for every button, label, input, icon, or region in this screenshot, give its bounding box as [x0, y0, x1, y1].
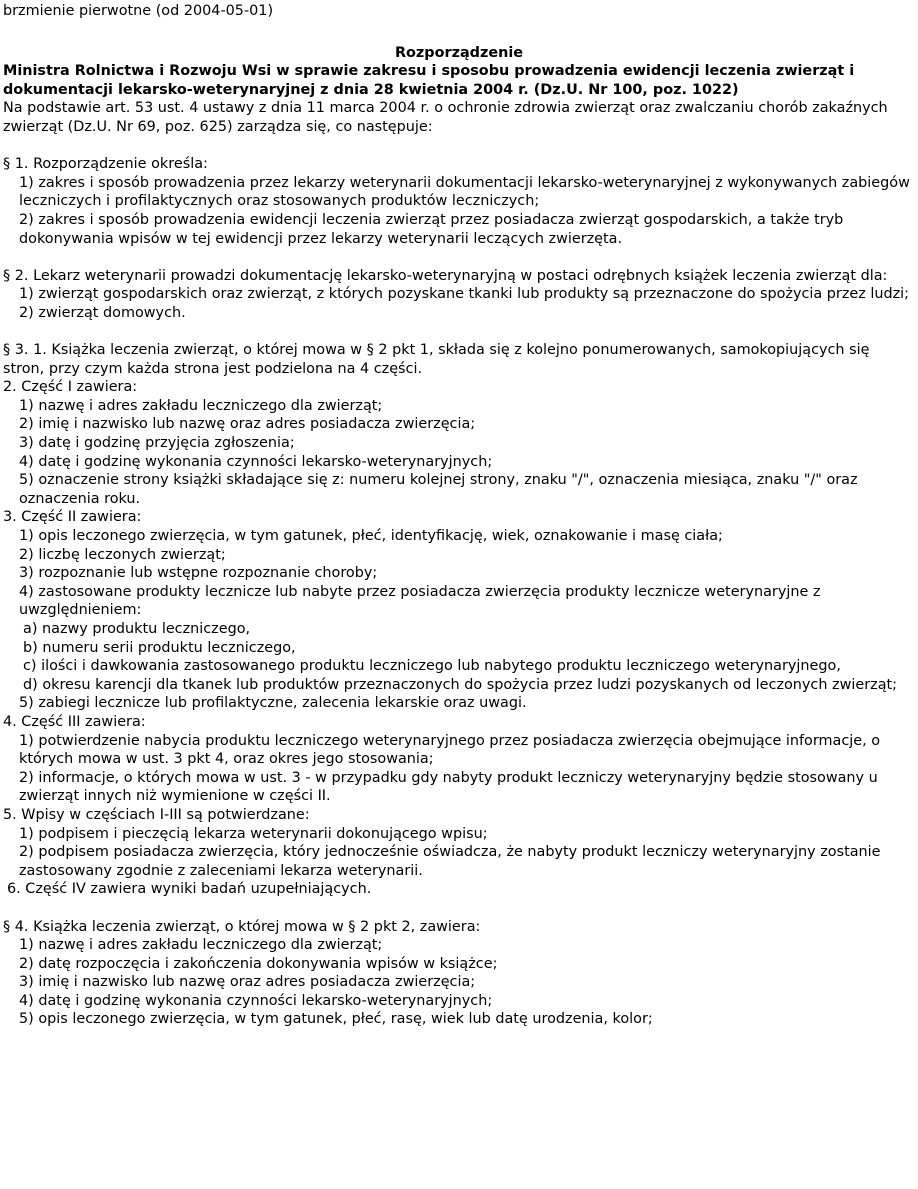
spacer — [3, 21, 915, 44]
spacer — [3, 248, 915, 267]
section-3-paragraph-5-point-2: 2) podpisem posiadacza zwierzęcia, który jednocześnie oświadcza, że nabyty produkt leczniczy weterynaryjny zostanie zastosowany zgodnie z zaleceniami lekarza weterynarii. — [19, 844, 886, 879]
section-3-paragraph-3-point-1: 1) opis leczonego zwierzęcia, w tym gatunek, płeć, identyfikację, wiek, oznakowanie i masę ciała; — [19, 528, 723, 545]
section-4-point-2: 2) datę rozpoczęcia i zakończenia dokonywania wpisów w książce; — [19, 955, 498, 972]
section-2-intro: § 2. Lekarz weterynarii prowadzi dokumentację lekarsko-weterynaryjną w postaci odrębnych książek leczenia zwierząt dla: — [3, 267, 888, 284]
section-3-paragraph-3-point-4-letter-d: d) okresu karencji dla tkanek lub produktów przeznaczonych do spożycia przez ludzi pozyskanych od leczonych zwierząt; — [23, 676, 897, 693]
document-page — [3, 2, 915, 1029]
section-3-paragraph-4: 4. Część III zawiera: — [3, 713, 146, 730]
section-4 — [3, 918, 915, 1030]
section-3-paragraph-2-point-1: 1) nazwę i adres zakładu leczniczego dla zwierząt; — [19, 397, 383, 414]
section-1-point-2: 2) zakres i sposób prowadzenia ewidencji leczenia zwierząt przez posiadacza zwierząt gospodarskich, a także tryb dokonywania wpisów w tej ewidencji przez lekarzy weterynarii leczących zwierzęta. — [19, 211, 848, 247]
section-3-paragraph-5: 5. Wpisy w częściach I-III są potwierdzane: — [3, 806, 310, 823]
section-3-paragraph-2: 2. Część I zawiera: — [3, 379, 138, 396]
section-4-intro: § 4. Książka leczenia zwierząt, o której mowa w § 2 pkt 2, zawiera: — [3, 918, 481, 935]
section-3-paragraph-3: 3. Część II zawiera: — [3, 509, 142, 526]
section-3-paragraph-4-point-2: 2) informacje, o których mowa w ust. 3 - w przypadku gdy nabyty produkt leczniczy weterynaryjny będzie stosowany u zwierząt innych niż wymienione w części II. — [19, 769, 883, 805]
section-3-paragraph-5-point-1: 1) podpisem i pieczęcią lekarza weterynarii dokonującego wpisu; — [19, 825, 488, 842]
section-4-point-4: 4) datę i godzinę wykonania czynności lekarsko-weterynaryjnych; — [19, 992, 493, 1009]
spacer — [3, 899, 915, 918]
document-heading: Ministra Rolnictwa i Rozwoju Wsi w sprawie zakresu i sposobu prowadzenia ewidencji leczenia zwierząt i dokumentacji lekarsko-weterynaryjnej z dnia 28 kwietnia 2004 r. (Dz.U. Nr 100, poz. 1022) — [3, 63, 855, 98]
section-3 — [3, 341, 915, 899]
section-3-paragraph-2-point-5: 5) oznaczenie strony książki składające się z: numeru kolejnej strony, znaku "/", oznaczenia miesiąca, znaku "/" oraz oznaczenia roku. — [19, 472, 863, 507]
spacer — [3, 137, 915, 156]
section-4-point-5: 5) opis leczonego zwierzęcia, w tym gatunek, płeć, rasę, wiek lub datę urodzenia, kolor; — [19, 1011, 653, 1028]
section-3-paragraph-3-point-5: 5) zabiegi lecznicze lub profilaktyczne, zalecenia lekarskie oraz uwagi. — [19, 695, 527, 712]
section-3-paragraph-3-point-4-letter-a: a) nazwy produktu leczniczego, — [23, 621, 251, 637]
section-3-paragraph-6: 6. Część IV zawiera wyniki badań uzupełniających. — [7, 881, 372, 898]
section-2-point-2: 2) zwierząt domowych. — [19, 304, 186, 321]
section-3-intro: § 3. 1. Książka leczenia zwierząt, o której mowa w § 2 pkt 1, składa się z kolejno ponumerowanych, samokopiujących się stron, przy czym każda strona jest podzielona na 4 części. — [3, 342, 875, 377]
spacer — [3, 323, 915, 342]
section-3-paragraph-3-point-4-letter-c: c) ilości i dawkowania zastosowanego produktu leczniczego lub nabytego produktu leczniczego weterynaryjnego, — [23, 658, 841, 675]
version-status: brzmienie pierwotne (od 2004-05-01) — [3, 3, 274, 19]
section-4-point-1: 1) nazwę i adres zakładu leczniczego dla zwierząt; — [19, 937, 383, 954]
section-1 — [3, 155, 915, 248]
section-1-point-1: 1) zakres i sposób prowadzenia przez lekarzy weterynarii dokumentacji lekarsko-weterynaryjnej z wykonywanych zabiegów leczniczych i profilaktycznych oraz stosowanych produktów leczniczych; — [19, 174, 915, 210]
section-3-paragraph-3-point-4: 4) zastosowane produkty lecznicze lub nabyte przez posiadacza zwierzęcia produkty lecznicze weterynaryjne z uwzględnieniem: — [19, 583, 826, 619]
section-3-paragraph-3-point-3: 3) rozpoznanie lub wstępne rozpoznanie choroby; — [19, 565, 378, 582]
preamble: Na podstawie art. 53 ust. 4 ustawy z dnia 11 marca 2004 r. o ochronie zdrowia zwierząt oraz zwalczaniu chorób zakaźnych zwierząt (Dz.U. Nr 69, poz. 625) zarządza się, co następuje: — [3, 100, 893, 135]
section-1-intro: § 1. Rozporządzenie określa: — [3, 156, 208, 173]
section-4-point-3: 3) imię i nazwisko lub nazwę oraz adres posiadacza zwierzęcia; — [19, 974, 476, 991]
document-title: Rozporządzenie — [394, 44, 524, 61]
section-3-paragraph-3-point-4-letter-b: b) numeru serii produktu leczniczego, — [23, 639, 296, 656]
section-3-paragraph-2-point-4: 4) datę i godzinę wykonania czynności lekarsko-weterynaryjnych; — [19, 453, 493, 470]
section-3-paragraph-2-point-2: 2) imię i nazwisko lub nazwę oraz adres posiadacza zwierzęcia; — [19, 416, 476, 433]
section-3-paragraph-3-point-2: 2) liczbę leczonych zwierząt; — [19, 546, 226, 563]
section-3-paragraph-4-point-1: 1) potwierdzenie nabycia produktu leczniczego weterynaryjnego przez posiadacza zwierzęcia obejmujące informacje, o których mowa w ust. 3 pkt 4, oraz okres jego stosowania; — [19, 732, 885, 768]
section-2-point-1: 1) zwierząt gospodarskich oraz zwierząt, z których pozyskane tkanki lub produkty są przeznaczone do spożycia przez ludzi; — [19, 286, 910, 303]
section-3-paragraph-2-point-3: 3) datę i godzinę przyjęcia zgłoszenia; — [19, 435, 295, 452]
section-2 — [3, 267, 915, 323]
